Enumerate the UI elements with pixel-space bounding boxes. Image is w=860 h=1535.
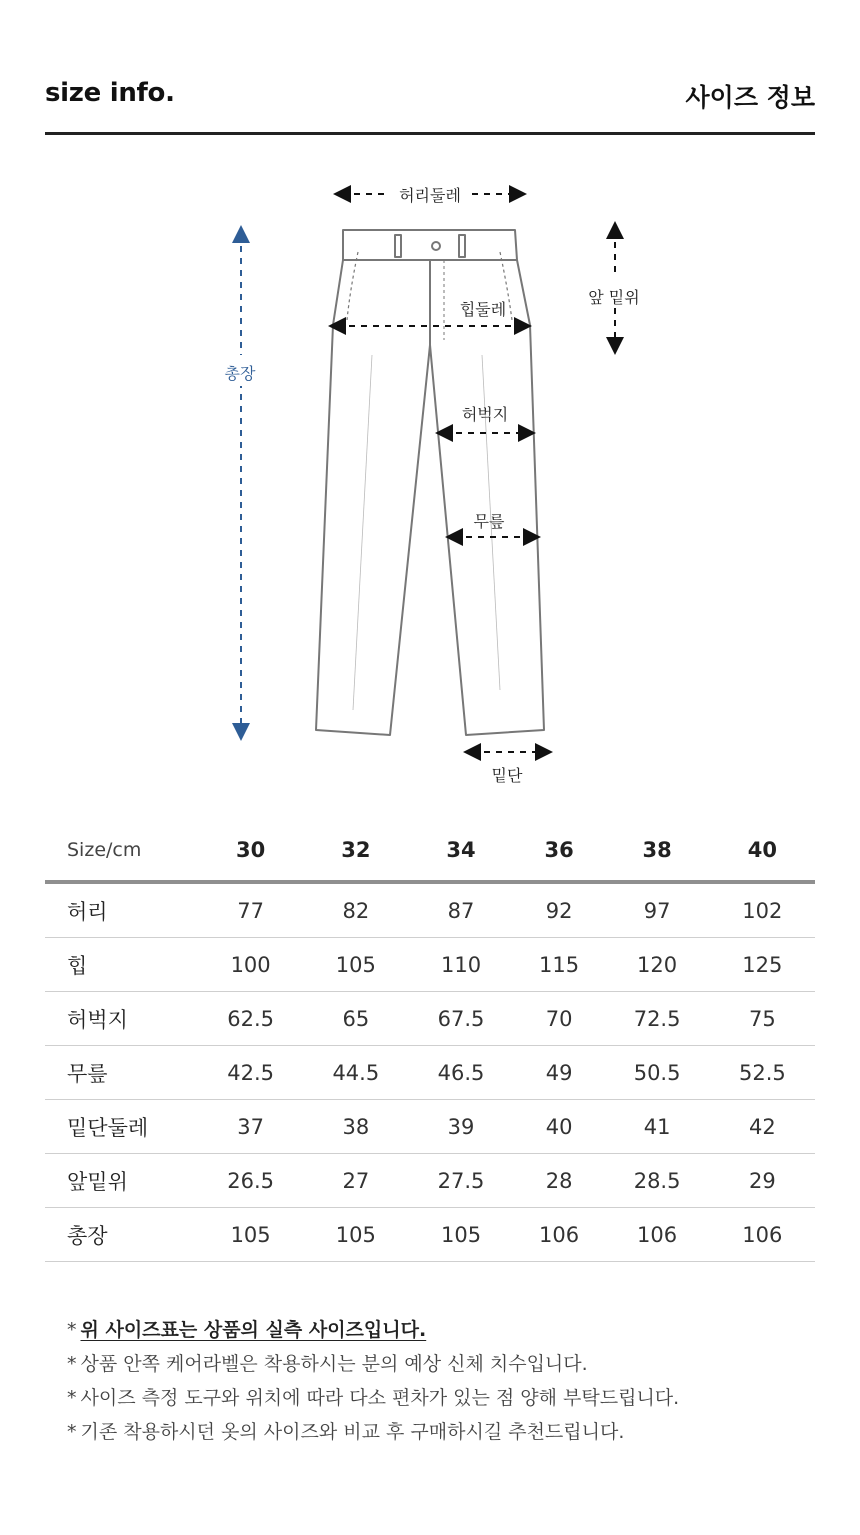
- table-cell: 26.5: [198, 1154, 303, 1208]
- table-header-size: 40: [710, 820, 815, 882]
- table-row: [45, 882, 815, 938]
- table-header-size: 38: [604, 820, 709, 882]
- table-cell: 38: [303, 1100, 408, 1154]
- table-cell: 28.5: [604, 1154, 709, 1208]
- table-cell: 92: [514, 882, 605, 938]
- row-label: 앞밑위: [45, 1154, 198, 1208]
- table-cell: 42.5: [198, 1046, 303, 1100]
- table-row: [45, 1100, 815, 1154]
- row-label: 허리: [45, 882, 198, 938]
- note-text: 기존 착용하시던 옷의 사이즈와 비교 후 구매하시길 추천드립니다.: [80, 1421, 625, 1443]
- table-cell: 39: [408, 1100, 513, 1154]
- table-cell: 115: [514, 938, 605, 992]
- note-item: [67, 1420, 679, 1444]
- table-cell: 106: [514, 1208, 605, 1262]
- table-header-size: 34: [408, 820, 513, 882]
- row-label: 허벅지: [45, 992, 198, 1046]
- table-row: [45, 1154, 815, 1208]
- note-text: 사이즈 측정 도구와 위치에 따라 다소 편차가 있는 점 양해 부탁드립니다.: [80, 1387, 680, 1409]
- thigh-label: 허벅지: [461, 405, 509, 424]
- pants-measurement-diagram: [0, 160, 860, 800]
- table-cell: 67.5: [408, 992, 513, 1046]
- table-cell: 27: [303, 1154, 408, 1208]
- table-row: [45, 1046, 815, 1100]
- table-cell: 82: [303, 882, 408, 938]
- title-divider: [45, 132, 815, 135]
- table-cell: 97: [604, 882, 709, 938]
- knee-label: 무릎: [473, 512, 505, 531]
- size-table: [45, 820, 815, 1262]
- table-header-label: Size/cm: [45, 820, 198, 882]
- table-cell: 29: [710, 1154, 815, 1208]
- table-cell: 105: [408, 1208, 513, 1262]
- table-cell: 106: [710, 1208, 815, 1262]
- table-header-size: 36: [514, 820, 605, 882]
- table-cell: 87: [408, 882, 513, 938]
- table-cell: 70: [514, 992, 605, 1046]
- table-cell: 106: [604, 1208, 709, 1262]
- hem-label: 밑단: [491, 766, 523, 785]
- table-cell: 49: [514, 1046, 605, 1100]
- table-cell: 105: [303, 1208, 408, 1262]
- pants-outline: [316, 230, 544, 735]
- note-star: *: [67, 1353, 77, 1375]
- table-cell: 50.5: [604, 1046, 709, 1100]
- row-label: 총장: [45, 1208, 198, 1262]
- note-star: *: [67, 1319, 77, 1341]
- table-row: [45, 938, 815, 992]
- table-cell: 75: [710, 992, 815, 1046]
- table-cell: 65: [303, 992, 408, 1046]
- table-cell: 72.5: [604, 992, 709, 1046]
- row-label: 힙: [45, 938, 198, 992]
- table-row: [45, 992, 815, 1046]
- table-cell: 27.5: [408, 1154, 513, 1208]
- table-cell: 125: [710, 938, 815, 992]
- table-cell: 46.5: [408, 1046, 513, 1100]
- table-cell: 100: [198, 938, 303, 992]
- row-label: 무릎: [45, 1046, 198, 1100]
- note-item: [67, 1318, 679, 1342]
- table-cell: 110: [408, 938, 513, 992]
- page-title-ko: 사이즈 정보: [685, 83, 815, 112]
- hip-label: 힙둘레: [459, 300, 507, 319]
- waist-label: 허리둘레: [399, 186, 461, 205]
- table-header-size: 32: [303, 820, 408, 882]
- total-length-label: 총장: [225, 359, 256, 386]
- note-item: [67, 1386, 679, 1410]
- table-cell: 41: [604, 1100, 709, 1154]
- table-cell: 37: [198, 1100, 303, 1154]
- table-header-size: 30: [198, 820, 303, 882]
- table-cell: 62.5: [198, 992, 303, 1046]
- row-label: 밑단둘레: [45, 1100, 198, 1154]
- note-text: 위 사이즈표는 상품의 실측 사이즈입니다.: [80, 1319, 427, 1341]
- note-text: 상품 안쪽 케어라벨은 착용하시는 분의 예상 신체 치수입니다.: [80, 1353, 588, 1375]
- note-item: [67, 1352, 679, 1376]
- table-cell: 77: [198, 882, 303, 938]
- size-notes: [67, 1318, 679, 1454]
- table-header-row: [45, 820, 815, 882]
- note-star: *: [67, 1421, 77, 1443]
- table-cell: 44.5: [303, 1046, 408, 1100]
- front-rise-label: 앞 밑위: [586, 285, 641, 308]
- table-row: [45, 1208, 815, 1262]
- table-cell: 52.5: [710, 1046, 815, 1100]
- table-cell: 42: [710, 1100, 815, 1154]
- table-cell: 105: [303, 938, 408, 992]
- table-cell: 120: [604, 938, 709, 992]
- pants-illustration: [0, 160, 860, 800]
- table-cell: 40: [514, 1100, 605, 1154]
- table-cell: 105: [198, 1208, 303, 1262]
- table-cell: 102: [710, 882, 815, 938]
- note-star: *: [67, 1387, 77, 1409]
- table-cell: 28: [514, 1154, 605, 1208]
- page-title-en: size info.: [45, 78, 175, 108]
